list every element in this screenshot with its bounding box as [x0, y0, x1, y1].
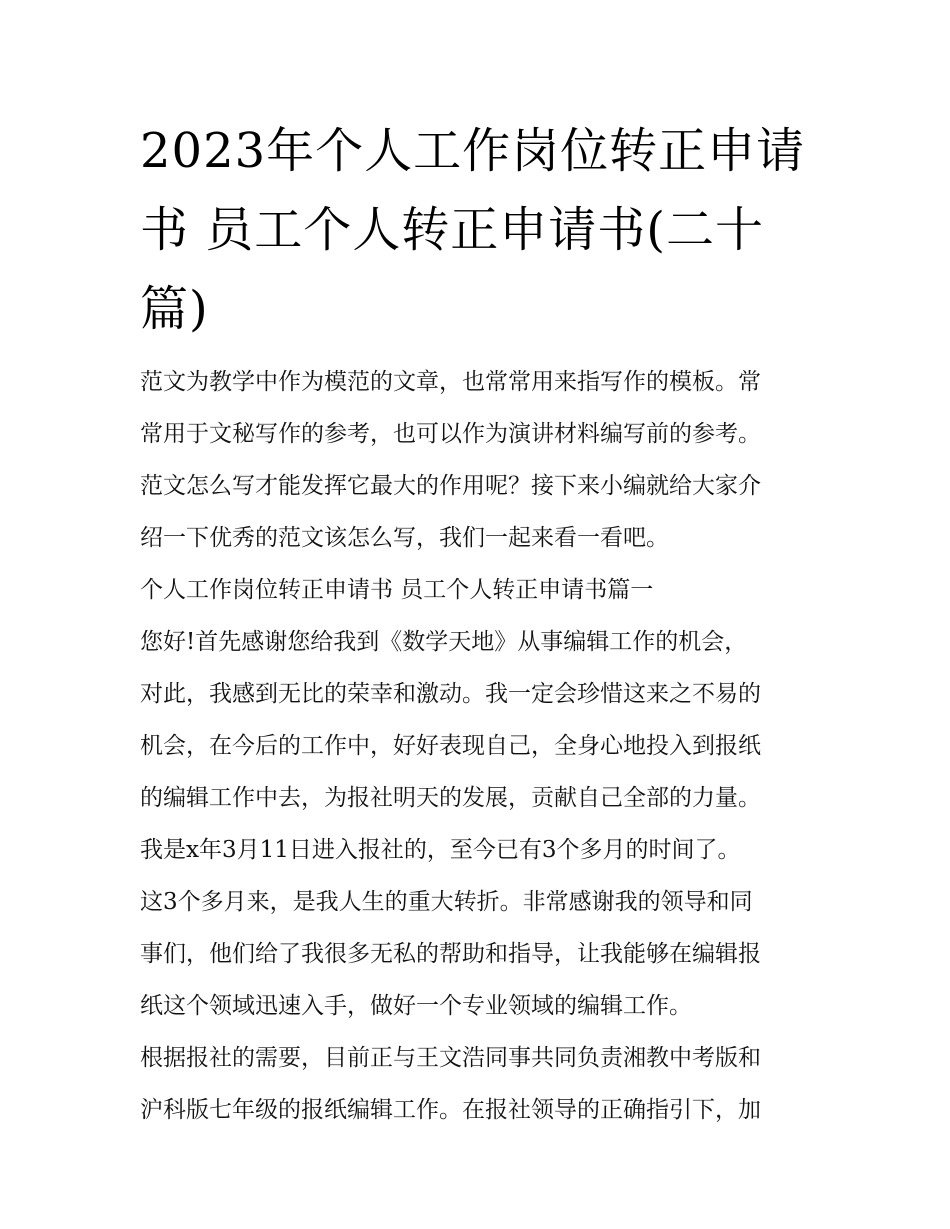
body-line: 事们，他们给了我很多无私的帮助和指导，让我能够在编辑报 [140, 941, 761, 967]
body-line: 绍一下优秀的范文该怎么写，我们一起来看一看吧。 [140, 525, 669, 551]
body-line: 对此，我感到无比的荣幸和激动。我一定会珍惜这来之不易的 [140, 681, 761, 707]
body-line: 纸这个领域迅速入手，做好一个专业领域的编辑工作。 [140, 993, 692, 1019]
document-title: 2023年个人工作岗位转正申请书 员工个人转正申请书(二十篇) [140, 123, 806, 337]
body-line: 沪科版七年级的报纸编辑工作。在报社领导的正确指引下，加 [140, 1097, 761, 1123]
body-line: 范文为教学中作为模范的文章，也常常用来指写作的模板。常 [140, 369, 761, 395]
body-line: 的编辑工作中去，为报社明天的发展，贡献自己全部的力量。 [140, 785, 761, 811]
body-line: 根据报社的需要，目前正与王文浩同事共同负责湘教中考版和 [140, 1045, 761, 1071]
section-heading: 个人工作岗位转正申请书 员工个人转正申请书篇一 [140, 577, 654, 603]
document-body [140, 356, 820, 1136]
body-line: 我是x年3月11日进入报社的，至今已有3个多月的时间了。 [140, 837, 741, 863]
body-line: 常用于文秘写作的参考，也可以作为演讲材料编写前的参考。 [140, 421, 761, 447]
body-line: 您好!首先感谢您给我到《数学天地》从事编辑工作的机会， [140, 629, 748, 655]
body-line: 这3个多月来，是我人生的重大转折。非常感谢我的领导和同 [140, 889, 753, 915]
body-line: 范文怎么写才能发挥它最大的作用呢？接下来小编就给大家介 [140, 473, 761, 499]
body-line: 机会，在今后的工作中，好好表现自己，全身心地投入到报纸 [140, 733, 761, 759]
